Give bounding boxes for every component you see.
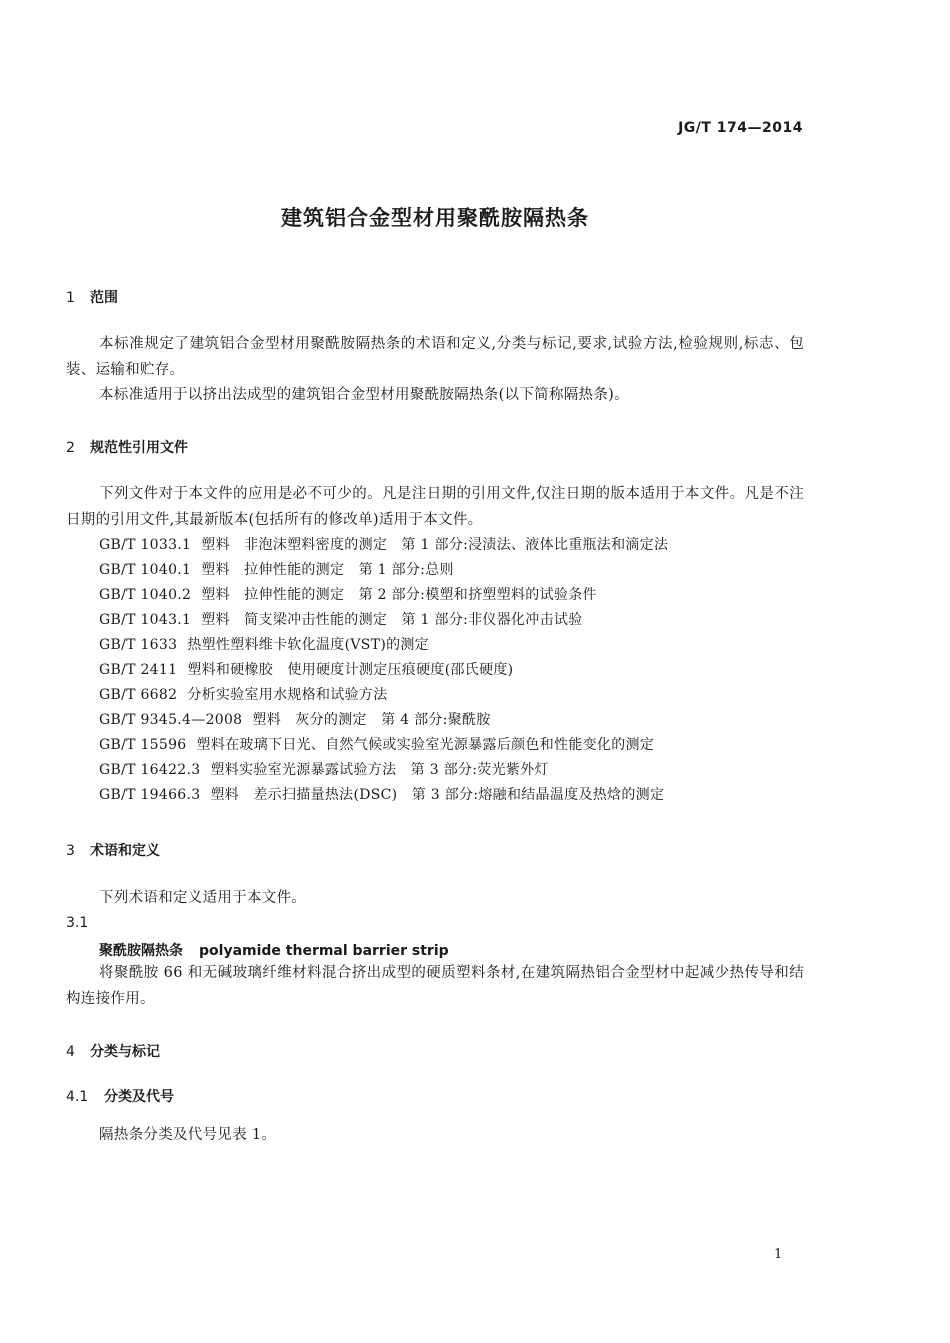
section-title: 规范性引用文件 (90, 440, 188, 456)
reference-title: 塑料 非泡沫塑料密度的测定 第 1 部分:浸渍法、液体比重瓶法和滴定法 (201, 537, 669, 553)
reference-list (99, 533, 668, 808)
page-number: 1 (774, 1247, 783, 1262)
document-title: 建筑铝合金型材用聚酰胺隔热条 (281, 206, 589, 230)
section-heading-scope (66, 287, 118, 307)
reference-item (99, 708, 668, 733)
section-number: 2 (66, 440, 75, 456)
term-en: polyamide thermal barrier strip (199, 943, 449, 959)
reference-title: 塑料在玻璃下日光、自然气候或实验室光源暴露后颜色和性能变化的测定 (196, 737, 655, 753)
section-title: 分类与标记 (90, 1044, 160, 1060)
scope-paragraph: 本标准规定了建筑铝合金型材用聚酰胺隔热条的术语和定义,分类与标记,要求,试验方法,检验规则,标志、包装、运输和贮存。 (66, 336, 804, 378)
section-title: 范围 (90, 290, 118, 306)
term-entry (99, 940, 449, 960)
subsection-number: 4.1 (66, 1089, 89, 1105)
section-heading-terms (66, 840, 160, 860)
reference-item (99, 758, 668, 783)
reference-item (99, 633, 668, 658)
subsection-heading (66, 1086, 174, 1106)
reference-title: 塑料 灰分的测定 第 4 部分:聚酰胺 (252, 712, 491, 728)
reference-item (99, 783, 668, 808)
reference-title: 塑料 简支梁冲击性能的测定 第 1 部分:非仪器化冲击试验 (201, 612, 583, 628)
reference-item (99, 683, 668, 708)
scope-paragraph: 本标准适用于以挤出法成型的建筑铝合金型材用聚酰胺隔热条(以下简称隔热条)。 (99, 387, 629, 403)
reference-code: GB/T 1633 (99, 637, 178, 653)
term-definition: 将聚酰胺 66 和无碱玻璃纤维材料混合挤出成型的硬质塑料条材,在建筑隔热铝合金型材中起减少热传导和结构连接作用。 (66, 965, 804, 1007)
reference-code: GB/T 1043.1 (99, 612, 192, 628)
reference-code: GB/T 6682 (99, 687, 178, 703)
reference-item (99, 558, 668, 583)
classification-text: 隔热条分类及代号见表 1。 (99, 1127, 277, 1143)
reference-item (99, 608, 668, 633)
reference-code: GB/T 15596 (99, 737, 187, 753)
normative-refs-intro: 下列文件对于本文件的应用是必不可少的。凡是注日期的引用文件,仅注日期的版本适用于本文件。凡是不注日期的引用文件,其最新版本(包括所有的修改单)适用于本文件。 (66, 486, 804, 528)
reference-title: 分析实验室用水规格和试验方法 (187, 687, 388, 703)
term-zh: 聚酰胺隔热条 (99, 943, 183, 959)
reference-code: GB/T 19466.3 (99, 787, 201, 803)
reference-code: GB/T 1040.2 (99, 587, 192, 603)
section-number: 4 (66, 1044, 75, 1060)
section-number: 1 (66, 290, 75, 306)
reference-code: GB/T 9345.4—2008 (99, 712, 243, 728)
reference-code: GB/T 16422.3 (99, 762, 201, 778)
reference-title: 塑料 拉伸性能的测定 第 2 部分:模塑和挤塑塑料的试验条件 (201, 587, 597, 603)
section-number: 3 (66, 843, 75, 859)
reference-item (99, 733, 668, 758)
reference-item (99, 533, 668, 558)
terms-intro: 下列术语和定义适用于本文件。 (99, 890, 307, 906)
standard-code: JG/T 174—2014 (678, 120, 803, 136)
reference-title: 塑料 拉伸性能的测定 第 1 部分:总则 (201, 562, 454, 578)
reference-title: 塑料和硬橡胶 使用硬度计测定压痕硬度(邵氏硬度) (187, 662, 514, 678)
reference-title: 塑料实验室光源暴露试验方法 第 3 部分:荧光紫外灯 (210, 762, 549, 778)
subsection-title: 分类及代号 (104, 1089, 174, 1105)
reference-item (99, 583, 668, 608)
reference-code: GB/T 1040.1 (99, 562, 192, 578)
reference-code: GB/T 1033.1 (99, 537, 192, 553)
reference-item (99, 658, 668, 683)
section-heading-classification (66, 1041, 160, 1061)
term-number: 3.1 (66, 915, 89, 931)
section-title: 术语和定义 (90, 843, 160, 859)
reference-title: 热塑性塑料维卡软化温度(VST)的测定 (187, 637, 429, 653)
reference-code: GB/T 2411 (99, 662, 178, 678)
reference-title: 塑料 差示扫描量热法(DSC) 第 3 部分:熔融和结晶温度及热焓的测定 (210, 787, 665, 803)
section-heading-normative-refs (66, 437, 188, 457)
